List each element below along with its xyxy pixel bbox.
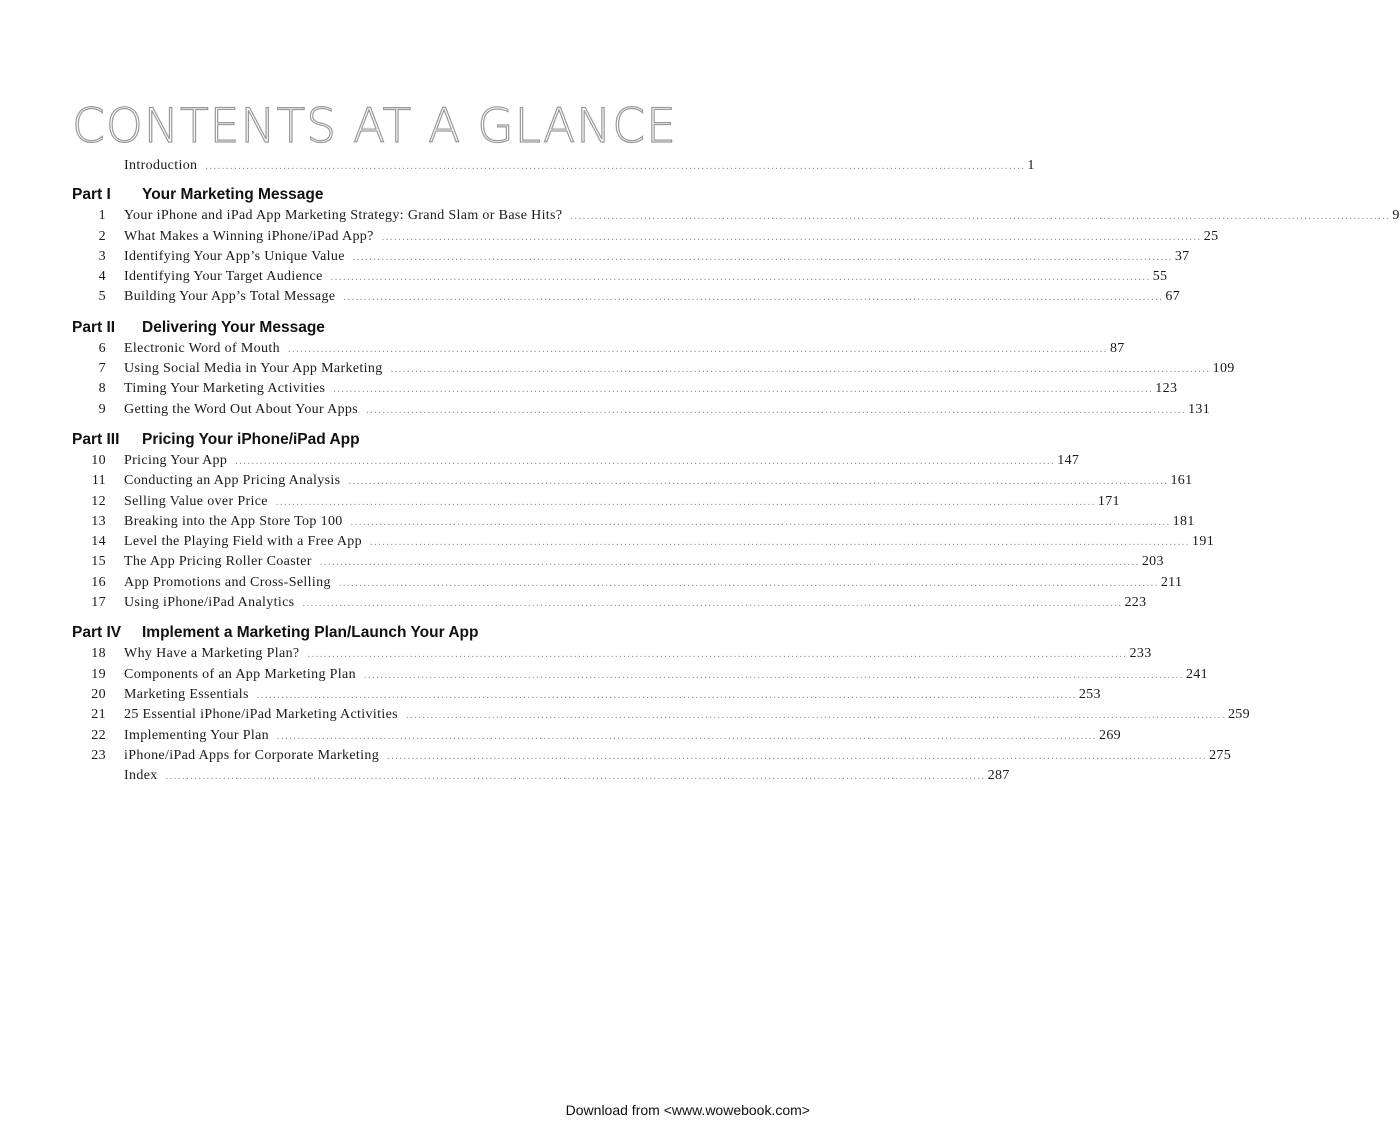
toc-entry-chapter[interactable] <box>72 473 1193 493</box>
toc-entry-chapter[interactable] <box>72 493 1120 514</box>
chapter-number: 12 <box>91 493 106 509</box>
toc-entry-chapter[interactable] <box>72 534 1215 554</box>
dot-leader: ........................................................................................................................................................................................................ <box>352 251 1173 263</box>
chapter-title: Using Social Media in Your App Marketing <box>124 361 383 377</box>
chapter-number: 23 <box>91 747 106 763</box>
toc-entry-chapter[interactable] <box>72 513 1195 534</box>
dot-leader: ........................................................................................................................................................................................................ <box>363 669 1184 681</box>
chapter-number: 7 <box>98 361 106 377</box>
page-number: 1 <box>1027 158 1035 173</box>
chapter-title: Conducting an App Pricing Analysis <box>124 473 341 489</box>
chapter-title: Components of an App Marketing Plan <box>124 666 356 682</box>
chapter-number: 9 <box>98 401 106 417</box>
page-number: 123 <box>1155 381 1178 397</box>
part-title: Pricing Your iPhone/iPad App <box>142 430 360 448</box>
chapter-number: 19 <box>91 666 106 682</box>
page-number: 181 <box>1172 513 1195 529</box>
dot-leader: ........................................................................................................................................................................................................ <box>348 476 1169 488</box>
dot-leader: ........................................................................................................................................................................................................ <box>302 598 1123 610</box>
chapter-number: 5 <box>98 289 106 305</box>
chapter-title: The App Pricing Roller Coaster <box>124 554 312 570</box>
chapter-title: Using iPhone/iPad Analytics <box>124 595 295 611</box>
dot-leader: ........................................................................................................................................................................................................ <box>387 750 1208 762</box>
chapter-title: Marketing Essentials <box>124 686 249 702</box>
toc-entry-chapter[interactable] <box>72 401 1211 422</box>
part-heading[interactable] <box>72 431 694 453</box>
dot-leader: ........................................................................................................................................................................................................ <box>165 771 986 783</box>
chapter-title: Timing Your Marketing Activities <box>124 381 326 397</box>
chapter-number: 3 <box>98 248 106 264</box>
parts-list <box>72 186 1400 768</box>
toc-entry-chapter[interactable] <box>72 707 1251 727</box>
page-number: 241 <box>1185 666 1209 682</box>
page-number: 287 <box>987 768 1010 784</box>
chapter-title: What Makes a Winning iPhone/iPad App? <box>124 228 374 244</box>
dot-leader: ........................................................................................................................................................................................................ <box>350 516 1171 528</box>
page-number: 223 <box>1124 595 1147 611</box>
chapter-number: 21 <box>91 707 106 723</box>
toc-entry-chapter[interactable] <box>72 208 1400 228</box>
page-number: 253 <box>1078 686 1101 702</box>
chapter-title: Identifying Your Target Audience <box>124 269 323 285</box>
chapter-title: Building Your App’s Total Message <box>124 289 336 305</box>
dot-leader: ........................................................................................................................................................................................................ <box>319 557 1140 569</box>
page-number: 37 <box>1174 248 1190 264</box>
page-number: 211 <box>1160 574 1183 590</box>
toc-entry-chapter[interactable] <box>72 595 1147 615</box>
dot-leader: ........................................................................................................................................................................................................ <box>366 404 1187 416</box>
toc-entry-chapter[interactable] <box>72 289 1181 309</box>
dot-leader: ........................................................................................................................................................................................................ <box>256 689 1077 701</box>
chapter-number: 18 <box>91 646 106 662</box>
page-number: 87 <box>1109 340 1125 356</box>
toc-entry-chapter[interactable] <box>72 269 1168 289</box>
page-number: 275 <box>1209 747 1232 763</box>
page-number: 171 <box>1097 493 1120 509</box>
chapter-number: 17 <box>91 595 106 611</box>
dot-leader: ........................................................................................................................................................................................................ <box>381 231 1202 243</box>
dot-leader: ........................................................................................................................................................................................................ <box>307 649 1128 661</box>
chapter-number: 8 <box>98 381 106 397</box>
part-label: Part I <box>72 186 111 204</box>
page-number: 203 <box>1141 554 1164 570</box>
download-footer: Download from <www.wowebook.com> <box>565 1102 810 1118</box>
part-label: Part III <box>72 430 120 448</box>
page-number: 147 <box>1057 452 1080 468</box>
page-number: 131 <box>1188 401 1211 417</box>
part-heading[interactable] <box>72 186 694 208</box>
toc-entry-chapter[interactable] <box>72 248 1190 269</box>
chapter-number: 6 <box>98 340 106 356</box>
chapter-number: 11 <box>91 473 106 489</box>
toc-entry-chapter[interactable] <box>72 452 1080 473</box>
part-label: Part II <box>72 318 116 336</box>
toc-entry-chapter[interactable] <box>72 727 1122 748</box>
toc-entry-chapter[interactable] <box>72 686 1101 707</box>
chapter-number: 1 <box>98 208 106 224</box>
dot-leader: ........................................................................................................................................................................................................ <box>570 211 1391 223</box>
chapter-title: Electronic Word of Mouth <box>124 340 280 356</box>
toc-entry-chapter[interactable] <box>72 574 1183 595</box>
page-number: 161 <box>1170 473 1193 489</box>
toc-entry-chapter[interactable] <box>72 666 1209 687</box>
dot-leader: ........................................................................................................................................................................................................ <box>235 455 1056 467</box>
chapter-number: 22 <box>91 727 106 743</box>
chapter-title: App Promotions and Cross-Selling <box>124 574 331 590</box>
dot-leader: ........................................................................................................................................................................................................ <box>405 710 1226 722</box>
chapter-number: 15 <box>91 554 106 570</box>
chapter-title: Identifying Your App’s Unique Value <box>124 248 345 264</box>
part-label: Part IV <box>72 624 122 642</box>
chapter-title: Pricing Your App <box>124 452 228 468</box>
page-number: 259 <box>1227 707 1251 723</box>
dot-leader: ........................................................................................................................................................................................................ <box>333 384 1154 396</box>
toc-entry-introduction[interactable] <box>72 158 1035 178</box>
part-title: Delivering Your Message <box>142 318 325 336</box>
chapter-title: Why Have a Marketing Plan? <box>124 646 300 662</box>
chapter-number: 4 <box>98 269 106 285</box>
chapter-number: 14 <box>91 534 106 550</box>
toc-entry-index[interactable] <box>72 768 1010 788</box>
part-title: Your Marketing Message <box>142 186 324 204</box>
dot-leader: ........................................................................................................................................................................................................ <box>338 577 1159 589</box>
toc-entry-chapter[interactable] <box>72 747 1232 768</box>
page-number: 109 <box>1212 361 1235 377</box>
page-number: 67 <box>1165 289 1181 305</box>
chapter-number: 16 <box>91 574 106 590</box>
page-number: 269 <box>1098 727 1122 743</box>
toc-entry-chapter[interactable] <box>72 361 1235 381</box>
dot-leader: ........................................................................................................................................................................................................ <box>287 343 1108 355</box>
chapter-number: 2 <box>98 228 106 244</box>
page-number: 233 <box>1129 646 1152 662</box>
chapter-number: 13 <box>91 513 106 529</box>
chapter-title: Selling Value over Price <box>124 493 268 509</box>
dot-leader: ........................................................................................................................................................................................................ <box>275 496 1096 508</box>
chapter-title: Your iPhone and iPad App Marketing Strategy: Grand Slam or Base Hits? <box>124 208 563 224</box>
chapter-number: 20 <box>91 686 106 702</box>
chapter-title: Implementing Your Plan <box>124 727 269 743</box>
chapter-number: 10 <box>91 452 106 468</box>
toc-entry-chapter[interactable] <box>72 228 1219 249</box>
part-title: Implement a Marketing Plan/Launch Your App <box>142 624 479 642</box>
chapter-title: Level the Playing Field with a Free App <box>124 534 362 550</box>
dot-leader: ........................................................................................................................................................................................................ <box>330 272 1151 284</box>
page-number: 25 <box>1203 228 1219 244</box>
dot-leader: ........................................................................................................................................................................................................ <box>343 292 1164 304</box>
toc-entry-chapter[interactable] <box>72 554 1164 574</box>
toc-entry-chapter[interactable] <box>72 381 1178 401</box>
page-number: 191 <box>1192 534 1215 550</box>
page-number: 9 <box>1392 208 1400 224</box>
chapter-title: Index <box>124 768 158 784</box>
page-title: CONTENTS AT A GLANCE <box>72 99 677 154</box>
page-number: 55 <box>1152 269 1168 285</box>
chapter-title: Breaking into the App Store Top 100 <box>124 513 343 529</box>
table-of-contents <box>72 158 1400 788</box>
chapter-title: Introduction <box>124 158 198 173</box>
part-heading[interactable] <box>72 319 694 341</box>
chapter-title: iPhone/iPad Apps for Corporate Marketing <box>124 747 380 763</box>
part-heading[interactable] <box>72 624 694 646</box>
dot-leader: ........................................................................................................................................................................................................ <box>370 537 1190 549</box>
toc-entry-chapter[interactable] <box>72 340 1125 361</box>
dot-leader: ........................................................................................................................................................................................................ <box>276 730 1097 742</box>
chapter-title: 25 Essential iPhone/iPad Marketing Activities <box>124 707 398 723</box>
chapter-title: Getting the Word Out About Your Apps <box>124 401 359 417</box>
dot-leader: ........................................................................................................................................................................................................ <box>390 364 1211 376</box>
toc-entry-chapter[interactable] <box>72 646 1152 666</box>
dot-leader: ........................................................................................................................................................................................................ <box>205 161 1026 172</box>
